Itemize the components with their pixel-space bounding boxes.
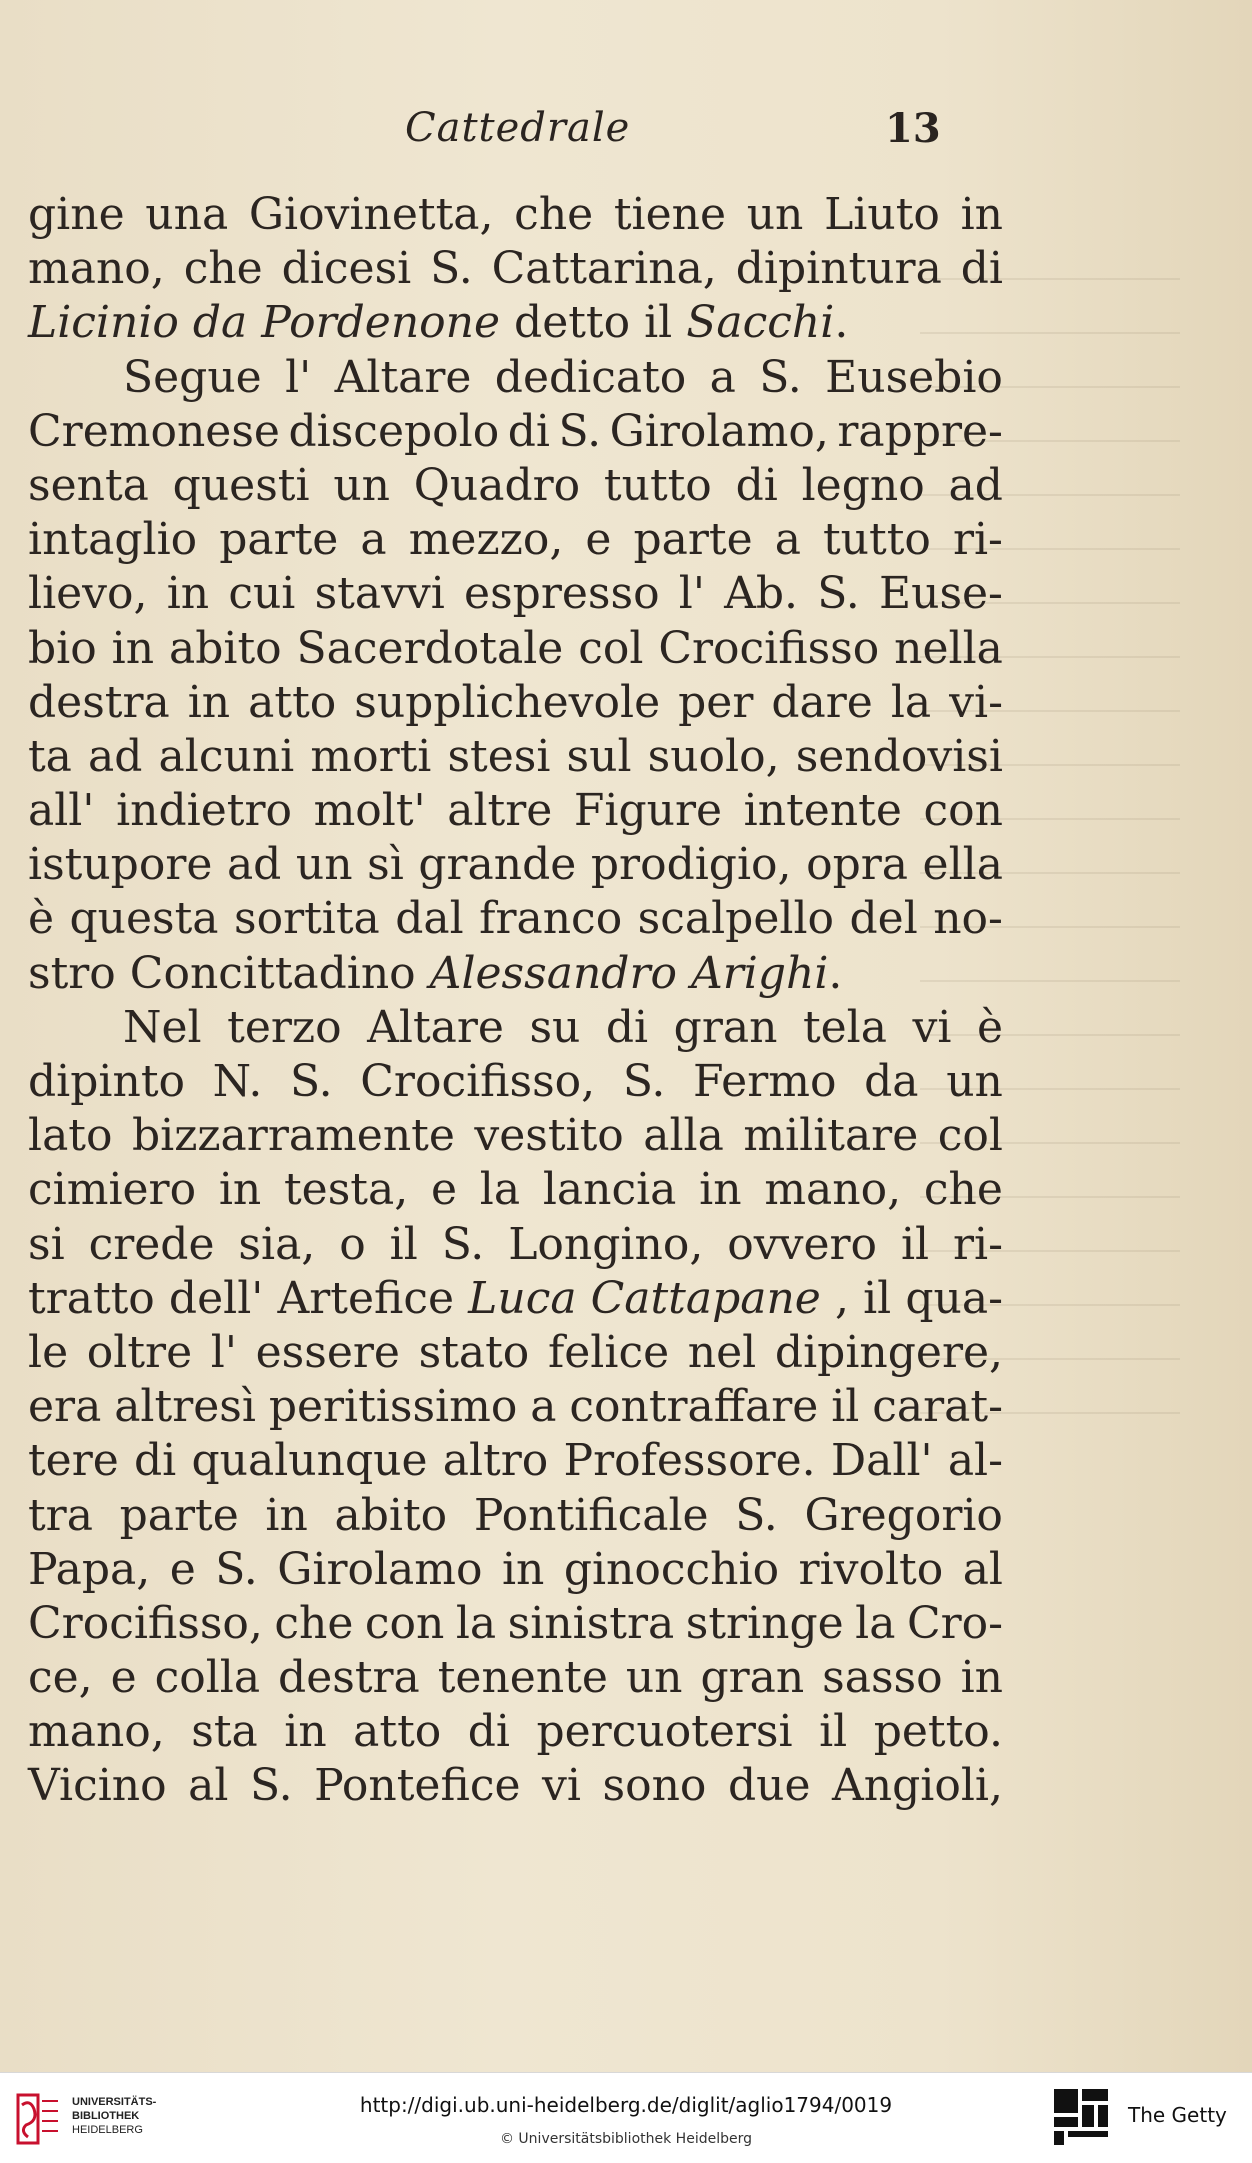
word: si — [28, 1218, 65, 1270]
word: su — [529, 1001, 581, 1053]
word: al — [188, 1760, 229, 1812]
word: di — [605, 1001, 649, 1053]
word: il — [819, 1706, 848, 1758]
word: in — [960, 1652, 1003, 1704]
text-line — [28, 1272, 1003, 1326]
word: mano, — [764, 1164, 902, 1216]
word: o — [339, 1218, 366, 1270]
word: un — [946, 1056, 1003, 1107]
word: grande — [418, 839, 577, 891]
word: col — [937, 1110, 1003, 1162]
word: parte — [633, 514, 753, 566]
word: supplichevole — [354, 676, 661, 728]
word: sì — [367, 839, 404, 891]
word: un — [625, 1652, 683, 1704]
word: Figure — [573, 785, 723, 837]
text-line — [28, 567, 1003, 621]
word: S. — [250, 1760, 293, 1812]
text-line — [28, 296, 1003, 350]
permalink-url[interactable]: http://digi.ub.uni-heidelberg.de/diglit/aglio1794/0019 — [359, 2093, 893, 2117]
word: Girolamo, — [609, 405, 829, 457]
word: . — [828, 947, 843, 999]
word: Fermo — [693, 1056, 837, 1107]
word: cimiero — [28, 1164, 197, 1216]
word: Crocifisso — [658, 622, 880, 674]
word: mezzo, — [408, 514, 564, 566]
word: la — [455, 1597, 497, 1649]
body-text — [28, 188, 1003, 1814]
word: Cro- — [906, 1597, 1003, 1649]
word: dare — [771, 676, 873, 728]
word: stesi — [447, 730, 551, 782]
text-line — [28, 188, 1003, 242]
word: tutto — [823, 514, 931, 566]
word: che — [923, 1164, 1003, 1216]
word: l' — [678, 568, 705, 620]
word: dicesi — [281, 243, 412, 295]
word: l' — [285, 351, 312, 403]
word: cui — [228, 568, 296, 620]
text-line — [28, 351, 1003, 405]
word: vi — [542, 1760, 581, 1812]
word: detto — [514, 297, 631, 349]
word: Dall' — [830, 1435, 933, 1487]
word: felice — [547, 1326, 670, 1378]
word: qualunque — [191, 1435, 428, 1487]
word: di — [507, 405, 550, 457]
word: petto. — [873, 1706, 1003, 1758]
word: parte — [219, 514, 339, 566]
word: ad — [226, 839, 282, 891]
word: a — [709, 351, 736, 403]
text-line — [28, 1055, 1003, 1109]
word: lievo, — [28, 568, 148, 620]
page-number: 13 — [885, 105, 941, 152]
text-line — [28, 1001, 1003, 1055]
word: altresì — [114, 1381, 256, 1433]
word: destra — [278, 1652, 420, 1704]
word: sia, — [238, 1218, 316, 1270]
word: vi- — [949, 676, 1003, 728]
word: testa, — [284, 1164, 409, 1216]
word: dipintura — [735, 243, 942, 295]
word: rivolto — [798, 1543, 944, 1595]
word: per — [678, 676, 754, 728]
word: indietro — [116, 785, 292, 837]
word: essere — [255, 1326, 400, 1378]
word: in — [187, 676, 231, 728]
viewer-footer — [0, 2072, 1252, 2163]
library-name-line-3: HEIDELBERG — [72, 2124, 143, 2136]
word: tiene — [613, 189, 727, 240]
word: è — [976, 1001, 1003, 1053]
word: era — [28, 1381, 102, 1433]
word: il — [831, 1381, 860, 1433]
word: N. — [212, 1056, 263, 1107]
word: stro — [28, 947, 116, 999]
word: Altare — [334, 351, 472, 403]
word: ovvero — [727, 1218, 878, 1270]
word: ad — [88, 730, 143, 782]
word: la — [479, 1164, 521, 1216]
word: Pontificale — [473, 1489, 709, 1541]
word: Giovinetta, — [248, 189, 494, 240]
word: gine — [28, 189, 125, 240]
word: no- — [933, 893, 1003, 945]
text-line — [28, 405, 1003, 459]
word: ad — [948, 459, 1003, 511]
word: da — [864, 1056, 919, 1107]
text-line — [28, 676, 1003, 730]
word: ginocchio — [563, 1543, 780, 1595]
word: tenente — [437, 1652, 608, 1704]
word: espresso — [464, 568, 660, 620]
word: di — [735, 459, 778, 511]
word: militare — [743, 1110, 919, 1162]
word: Professore. — [563, 1435, 816, 1487]
word: Girolamo — [277, 1543, 483, 1595]
word: molt' — [313, 785, 426, 837]
text-line — [28, 1705, 1003, 1759]
word: S. — [441, 1218, 485, 1270]
word: Cattarina, — [491, 243, 717, 295]
word: Eusebio — [825, 351, 1003, 403]
word: discepolo — [288, 405, 500, 457]
word: S. — [558, 405, 602, 457]
word: ri- — [952, 514, 1003, 566]
library-name-line-1: UNIVERSITÄTS- — [72, 2096, 157, 2108]
word: in — [501, 1543, 545, 1595]
word: sortita — [234, 893, 380, 945]
word: il — [863, 1272, 892, 1324]
word: S. — [817, 568, 860, 620]
word: bizzarramente — [131, 1110, 455, 1162]
word: dell' — [168, 1272, 264, 1324]
italic-name: Sacchi — [686, 297, 835, 349]
word: altre — [447, 785, 553, 837]
word: che — [514, 189, 594, 240]
word: Nel — [123, 1001, 202, 1053]
word: oltre — [86, 1326, 193, 1378]
getty-logo-icon — [1052, 2087, 1110, 2147]
word: tratto — [28, 1272, 155, 1324]
word: due — [727, 1760, 811, 1812]
word: e — [430, 1164, 457, 1216]
word: un — [295, 839, 353, 891]
italic-name: Licinio da Pordenone — [28, 297, 501, 349]
word: carat- — [872, 1381, 1003, 1433]
word: l' — [210, 1326, 237, 1378]
word: lato — [28, 1110, 113, 1162]
word: ri- — [953, 1218, 1003, 1270]
word: atto — [353, 1706, 442, 1758]
word: in — [265, 1489, 308, 1541]
word: S. — [430, 243, 473, 295]
word: sendovisi — [795, 730, 1003, 782]
word: , — [834, 1272, 849, 1324]
word: in — [111, 622, 155, 674]
word: in — [699, 1164, 742, 1216]
text-line — [28, 1218, 1003, 1272]
word: Euse- — [878, 568, 1003, 620]
italic-name: Alessandro Arighi — [429, 947, 829, 999]
text-line — [28, 784, 1003, 838]
word: istupore — [28, 839, 213, 891]
word: Quadro — [413, 459, 581, 511]
word: la — [855, 1597, 896, 1649]
word: S. — [215, 1543, 258, 1595]
text-line — [28, 1543, 1003, 1597]
word: S. — [622, 1056, 666, 1107]
text-line — [28, 513, 1003, 567]
word: tutto — [603, 459, 712, 511]
word: tra — [28, 1489, 93, 1541]
word: nella — [894, 622, 1003, 674]
word: al — [962, 1543, 1003, 1595]
word: Crocifisso, — [360, 1056, 596, 1107]
text-line — [28, 242, 1003, 296]
word: un — [746, 189, 804, 240]
word: S. — [735, 1489, 778, 1541]
word: la — [890, 676, 932, 728]
italic-name: Luca Cattapane — [468, 1272, 821, 1324]
word: gran — [700, 1652, 805, 1704]
word: ella — [922, 839, 1003, 891]
word: gran — [673, 1001, 778, 1053]
word: . — [834, 297, 849, 349]
word: parte — [119, 1489, 239, 1541]
word: Papa, — [28, 1543, 151, 1595]
word: dal — [395, 893, 464, 945]
word: con — [923, 785, 1003, 837]
word: dedicato — [494, 351, 687, 403]
copyright-notice: © Universitätsbibliothek Heidelberg — [499, 2131, 752, 2147]
word: le — [28, 1326, 69, 1378]
word: atto — [248, 676, 337, 728]
word: e — [110, 1652, 137, 1704]
word: Liuto — [824, 189, 940, 240]
text-line — [28, 838, 1003, 892]
word: bio — [28, 622, 97, 674]
word: sinistra — [507, 1597, 675, 1649]
word: un — [333, 459, 391, 511]
word: una — [145, 189, 229, 240]
text-line — [28, 947, 1003, 1001]
word: con — [364, 1597, 445, 1649]
word: a — [774, 514, 801, 566]
text-line — [28, 1434, 1003, 1488]
word: col — [578, 622, 644, 674]
running-title: Cattedrale — [405, 105, 631, 151]
word: vi — [912, 1001, 952, 1053]
text-line — [28, 1109, 1003, 1163]
word: del — [849, 893, 918, 945]
word: all' — [28, 785, 95, 837]
word: Gregorio — [804, 1489, 1003, 1541]
text-line — [28, 1489, 1003, 1543]
word: abito — [168, 622, 282, 674]
word: morti — [310, 730, 432, 782]
word: S. — [290, 1056, 333, 1107]
word: terzo — [227, 1001, 342, 1053]
word: il — [389, 1218, 418, 1270]
word: di — [467, 1706, 510, 1758]
word: legno — [801, 459, 925, 511]
word: stringe — [685, 1597, 844, 1649]
word: questi — [172, 459, 310, 511]
word: sul — [566, 730, 632, 782]
word: in — [960, 189, 1003, 240]
word: Ab. — [724, 568, 799, 620]
word: a — [360, 514, 387, 566]
word: abito — [334, 1489, 448, 1541]
word: di — [960, 243, 1003, 295]
word: suolo, — [647, 730, 780, 782]
page-header — [405, 105, 945, 165]
word: che — [274, 1597, 354, 1649]
word: Sacerdotale — [296, 622, 564, 674]
text-line — [28, 1380, 1003, 1434]
text-line — [28, 730, 1003, 784]
word: al- — [947, 1435, 1003, 1487]
text-line — [28, 1759, 1003, 1813]
word: Vicino — [28, 1760, 167, 1812]
word: intente — [743, 785, 902, 837]
word: senta — [28, 459, 149, 511]
word: destra — [28, 676, 170, 728]
partner-name: The Getty — [1128, 2103, 1227, 2127]
text-line — [28, 892, 1003, 946]
word: Angioli, — [832, 1760, 1003, 1812]
word: il — [644, 297, 673, 349]
word: prodigio, — [590, 839, 792, 891]
word: Pontefice — [314, 1760, 521, 1812]
word: in — [218, 1164, 262, 1216]
library-name-line-2: BIBLIOTHEK — [72, 2110, 140, 2122]
word: sasso — [822, 1652, 943, 1704]
word: questa — [69, 893, 219, 945]
word: e — [585, 514, 612, 566]
word: nel — [687, 1326, 757, 1378]
word: Segue — [123, 351, 262, 403]
text-line — [28, 459, 1003, 513]
word: scalpello — [637, 893, 835, 945]
word: ce, — [28, 1652, 93, 1704]
word: mano, — [28, 243, 165, 295]
word: di — [134, 1435, 177, 1487]
word: vestito — [474, 1110, 624, 1162]
word: tere — [28, 1435, 119, 1487]
word: colla — [154, 1652, 261, 1704]
word: opra — [806, 839, 908, 891]
word: percuotersi — [536, 1706, 793, 1758]
word: S. — [759, 351, 802, 403]
word: ta — [28, 730, 72, 782]
word: Concittadino — [129, 947, 416, 999]
word: rappre- — [837, 405, 1003, 457]
text-line — [28, 1597, 1003, 1651]
word: alcuni — [158, 730, 295, 782]
word: crede — [88, 1218, 215, 1270]
word: in — [166, 568, 210, 620]
word: qua- — [905, 1272, 1003, 1324]
word: dipinto — [28, 1056, 185, 1107]
word: altro — [442, 1435, 549, 1487]
word: che — [183, 243, 263, 295]
text-line — [28, 622, 1003, 676]
word: sta — [191, 1706, 258, 1758]
word: peritissimo — [268, 1381, 518, 1433]
word: stavvi — [314, 568, 445, 620]
word: intaglio — [28, 514, 198, 566]
word: Longino, — [508, 1218, 704, 1270]
word: in — [284, 1706, 327, 1758]
word: sono — [602, 1760, 707, 1812]
word: Crocifisso, — [28, 1597, 263, 1649]
word: lancia — [542, 1164, 677, 1216]
word: è — [28, 893, 55, 945]
text-line — [28, 1651, 1003, 1705]
word: franco — [479, 893, 623, 945]
word: Altare — [367, 1001, 504, 1053]
word: dipingere, — [774, 1326, 1003, 1378]
word: e — [169, 1543, 196, 1595]
word: il — [900, 1218, 930, 1270]
word: Artefice — [277, 1272, 455, 1324]
word: mano, — [28, 1706, 165, 1758]
word: contraffare — [569, 1381, 819, 1433]
word: tela — [802, 1001, 887, 1053]
word: Cremonese — [28, 405, 280, 457]
text-line — [28, 1163, 1003, 1217]
word: alla — [643, 1110, 724, 1162]
text-line — [28, 1326, 1003, 1380]
word: stato — [418, 1326, 530, 1378]
word: a — [530, 1381, 557, 1433]
